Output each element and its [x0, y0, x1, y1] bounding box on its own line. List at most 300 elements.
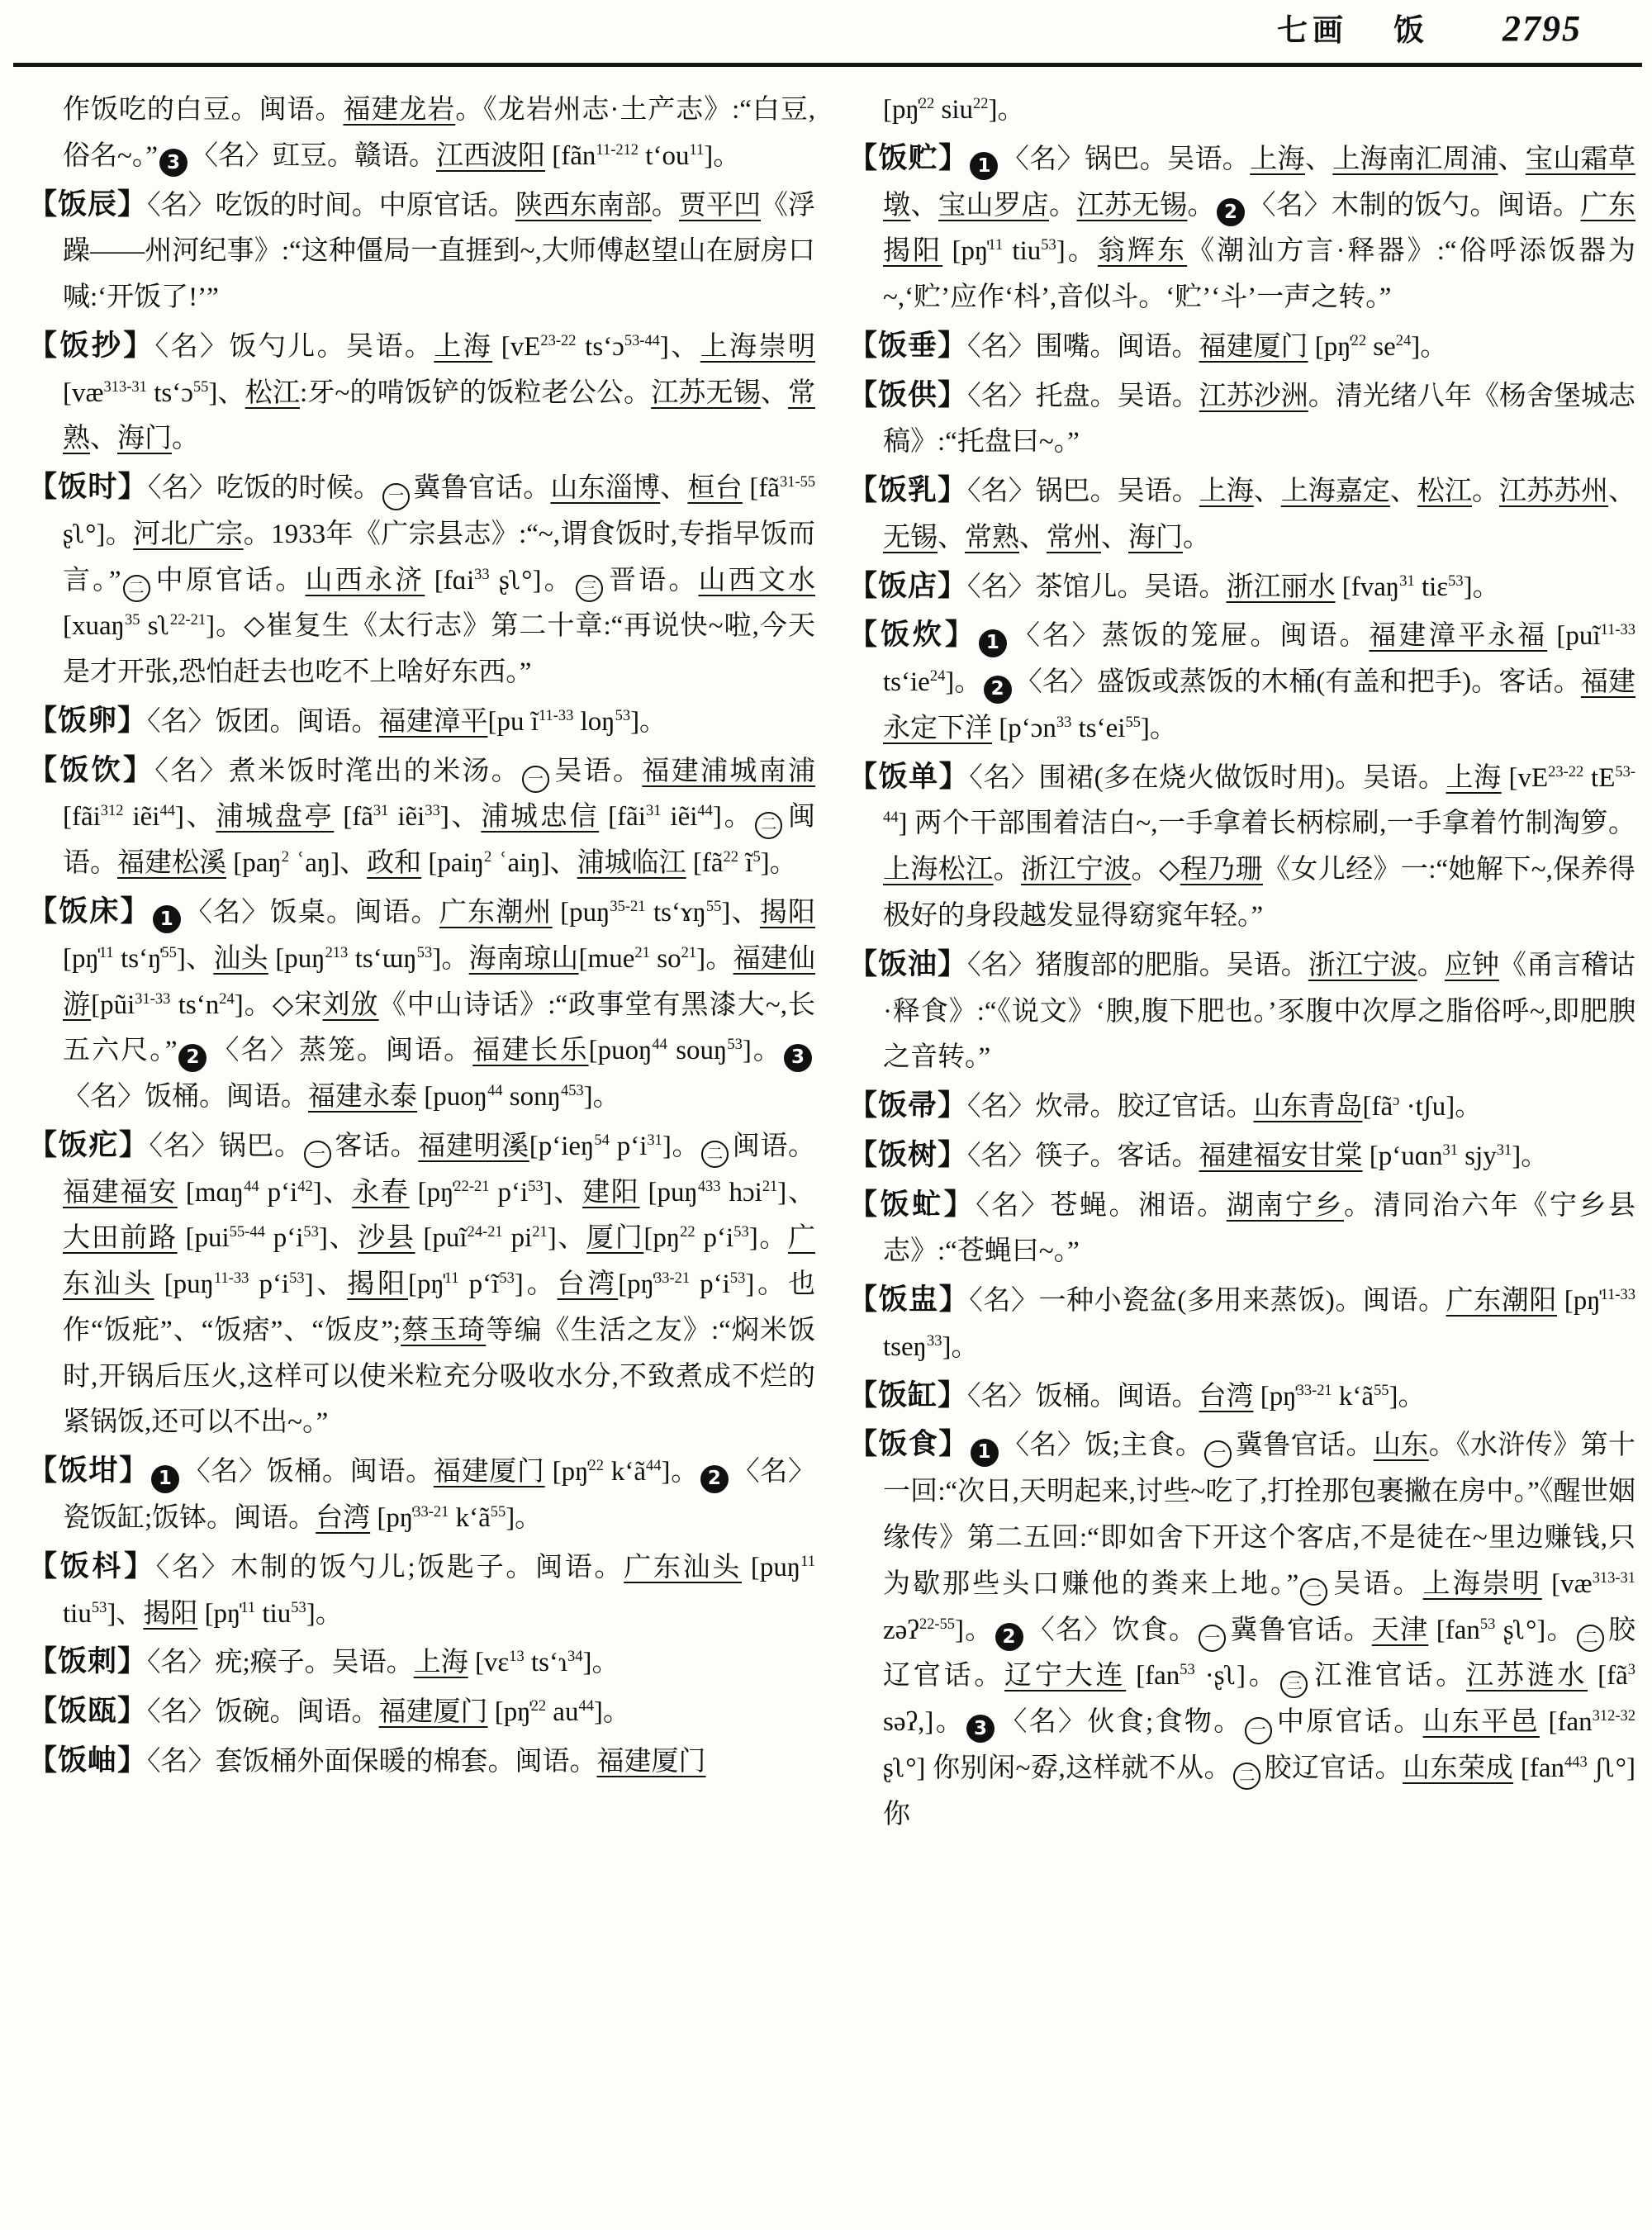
entry-text: 吴语。	[553, 756, 643, 786]
place-name: 辽宁大连	[1004, 1661, 1127, 1691]
entry-text: 〈名〉炊帚。胶辽官话。	[967, 1092, 1254, 1122]
place-name: 山东青岛	[1253, 1092, 1363, 1122]
entry-text: 〈名〉饭桌。闽语。	[183, 898, 439, 928]
entry-text: [fvaŋ$^{31}$ tiɛ$^{53}$]。	[1335, 572, 1500, 602]
entry-text: [puĩ$^{11-33}$ $ts‘ie^{24}$]。	[883, 621, 1635, 698]
entry-text: 《中山诗话》:“政事堂有黑漆大~,长五六尺。”	[63, 989, 815, 1066]
entry-text: [puoŋ$^{44}$ sonŋ$^{453}$]。	[417, 1082, 620, 1113]
entry-headword: 【饭缸】	[848, 1378, 968, 1412]
entry-text: [$fã^3$ səʔ,]。	[883, 1661, 1635, 1738]
entry-headword: 【饭坩】	[28, 1454, 150, 1487]
entry-text: [pŋ̍$^{11}$ ts‘ŋ̍$^{55}$]、	[63, 943, 214, 974]
entry-text: [pŋ̍$^{11-33}$ tseŋ$^{33}$]。	[883, 1286, 1635, 1362]
entry-text: [pui$^{55-44}$ $p‘i^{53}$]、	[177, 1223, 358, 1254]
entry-text: 。清同治六年《宁乡县志》:“苍蝇曰~。”	[883, 1190, 1635, 1267]
subsense-number: 二	[1300, 1578, 1327, 1606]
entry-headword: 【饭枓】	[28, 1549, 156, 1582]
entry-text: 〈名〉豇豆。赣语。	[191, 140, 437, 171]
entry-headword: 【饭贮】	[848, 141, 969, 174]
entry-text: 、	[910, 190, 938, 221]
entry-text: 、	[760, 377, 789, 408]
place-name: 福建长乐	[472, 1036, 589, 1066]
entry-text: 《甬言稽诂·释食》:“《说文》‘腴,腹下肥也。’豕腹中次厚之脂俗呼~,即肥腴之音转。”	[883, 950, 1635, 1073]
place-name: 宝山罗店	[938, 190, 1049, 221]
place-name: 大田前路	[63, 1223, 178, 1254]
left-column	[28, 88, 815, 2230]
subsense-number: 二	[701, 1141, 729, 1168]
sense-number: 1	[979, 629, 1007, 657]
subsense-number: 三	[576, 575, 603, 602]
entry-text: [pŋ̍$^{11}$ tiu$^{53}$]。	[197, 1598, 343, 1629]
entry-text: 、	[938, 522, 965, 553]
entry-text: 〈名〉筷子。客话。	[967, 1141, 1199, 1171]
entry-text: [fan$^{443}$ ʃʅ°]你	[883, 1753, 1635, 1829]
entry-text: 闽语。	[732, 1131, 815, 1161]
subsense-number: 三	[1280, 1671, 1308, 1698]
place-name: 浙江宁波	[1021, 855, 1132, 885]
place-name: 上海	[1446, 762, 1502, 793]
entry-text: 、	[1304, 144, 1333, 174]
dictionary-entry	[28, 746, 815, 887]
dictionary-entry	[848, 1131, 1635, 1180]
place-name: 松江	[244, 377, 300, 408]
place-name: 福建厦门	[596, 1746, 706, 1777]
dictionary-entry	[28, 321, 815, 463]
entry-text: [$fã^ɔ$ ·tʃu]。	[1362, 1092, 1483, 1122]
entry-text: [paŋ$^2$ ʿaŋ]、	[226, 848, 368, 879]
entry-headword: 【饭店】	[848, 569, 968, 602]
entry-headword: 【饭虻】	[848, 1188, 976, 1221]
dictionary-entry	[848, 940, 1635, 1081]
dictionary-entry	[28, 88, 815, 180]
entry-text: [p‘uɑn$^{31}$ sjy$^{31}$]。	[1362, 1141, 1549, 1171]
place-name: 海门	[117, 424, 172, 454]
place-name: 翁辉东	[1097, 236, 1188, 267]
place-name: 上海	[434, 331, 493, 362]
entry-headword: 【饭卵】	[28, 704, 148, 737]
entry-text: [fãi$^{312}$ iẽi$^{44}$]、	[63, 802, 216, 833]
place-name: 沙县	[358, 1223, 415, 1254]
entry-text: [fãn$^{11-212}$ $t‘ou^{11}$]。	[545, 140, 741, 171]
entry-text: 中原官话。	[1275, 1707, 1423, 1738]
dictionary-entry	[848, 371, 1635, 467]
entry-text: 。	[1417, 950, 1445, 980]
subsense-number: 一	[304, 1141, 331, 1168]
entry-text: 。	[1187, 190, 1215, 221]
sense-number: 2	[984, 676, 1012, 704]
place-name: 江西波阳	[436, 140, 546, 171]
place-name: 松江	[1417, 477, 1472, 507]
stroke-section-label: 七画	[1277, 14, 1348, 48]
entry-text: 中原官话。	[153, 565, 306, 595]
sense-number: 1	[970, 152, 998, 180]
entry-headword: 【饭油】	[848, 947, 968, 980]
sense-number: 2	[1217, 198, 1245, 226]
entry-text: [$vE^{23-22}$ $tE^{53-44}$] 两个干部围着洁白~,一手拿着长柄棕刷,一手拿着竹制淘箩。	[883, 762, 1635, 839]
dictionary-entry	[848, 134, 1635, 321]
place-name: 山西永济	[305, 565, 425, 595]
place-name: 海门	[1128, 522, 1183, 553]
entry-text: 。	[1471, 477, 1499, 507]
entry-text: 〈名〉疣;瘊子。吴语。	[147, 1648, 414, 1678]
dictionary-entry	[848, 321, 1635, 371]
entry-text: 《女儿经》一:“她解下~,保养得极好的身段越发显得窈窕年轻。”	[883, 855, 1635, 932]
place-name: 浦城忠信	[481, 802, 600, 833]
dictionary-entry	[848, 1081, 1635, 1131]
entry-text: [pŋ̍$^{33-21}$ $p‘i^{53}$]。也作“饭疪”、“饭痞”、“饭皮”;	[63, 1269, 815, 1345]
entry-text: 〈名〉猪腹部的肥脂。吴语。	[967, 950, 1308, 980]
place-name: 福建龙岩	[343, 95, 456, 125]
entry-text: [$vE^{23-22}$ ts‘ɔ$^{53-44}$]、	[492, 331, 700, 362]
dictionary-entry	[28, 1637, 815, 1687]
place-name: 上海	[413, 1648, 468, 1678]
dictionary-entry	[848, 1180, 1635, 1276]
entry-headword: 【饭食】	[848, 1428, 969, 1461]
entry-text: 、	[1389, 477, 1417, 507]
entry-text: 〈名〉饭桶。闽语。	[182, 1457, 434, 1487]
entry-headword: 【饭帚】	[848, 1089, 968, 1122]
section-character: 饭	[1393, 14, 1424, 48]
entry-text: 〈名〉饮食。	[1026, 1615, 1198, 1645]
entry-text: [puŋ$^{433}$ hɔi$^{21}$]、	[639, 1177, 815, 1208]
dictionary-entry	[28, 463, 815, 696]
entry-headword: 【饭盅】	[848, 1283, 970, 1317]
entry-text: [fɑi$^{33}$ ʂʅ°]。	[425, 565, 574, 595]
entry-text: [mue$^{21}$ $so^{21}$]。	[578, 943, 733, 974]
entry-text: [pŋ̍$^{11}$ tiu$^{53}$]。	[942, 236, 1098, 267]
place-name: 江苏苏州	[1499, 477, 1609, 507]
entry-text: [$fã^{31}$ iẽi$^{33}$]、	[334, 802, 482, 833]
entry-text: 〈名〉锅巴。吴语。	[1001, 144, 1251, 174]
right-column	[848, 88, 1635, 2230]
place-name: 江苏无锡	[1076, 190, 1188, 221]
entry-text: 、	[1101, 522, 1128, 553]
entry-text: 、	[1498, 144, 1526, 174]
entry-headword: 【饭时】	[28, 471, 148, 504]
entry-text: 〈名〉饭团。闽语。	[147, 706, 379, 737]
page-number: 2795	[1502, 8, 1582, 49]
entry-headword: 【饭疕】	[28, 1128, 150, 1161]
page-header	[0, 5, 1652, 58]
place-name: 浙江宁波	[1308, 950, 1417, 980]
place-name: 福建浦城南浦	[642, 756, 815, 786]
entry-text: [fan$^{312-32}$ ʂʅ°] 你别闲~孬,这样就不从。	[883, 1707, 1635, 1783]
entry-text: [puŋ$^{11-33}$ $p‘i^{53}$]、	[154, 1269, 348, 1300]
dictionary-entry	[28, 1446, 815, 1542]
entry-text: 胶辽官话。	[883, 1615, 1635, 1691]
place-name: 广东潮阳	[1446, 1286, 1557, 1317]
place-name: 海南琼山	[468, 943, 579, 974]
place-name: 常熟	[965, 522, 1019, 553]
place-name: 山西文水	[698, 565, 815, 595]
dictionary-entry	[28, 1542, 815, 1638]
place-name: 台湾	[316, 1502, 371, 1533]
entry-headword: 【饭单】	[848, 760, 970, 793]
place-name: 应钟	[1444, 950, 1499, 980]
entry-text: 、	[660, 473, 688, 504]
entry-text: [vɛ$^{13}$ ts‘ɿ$^{34}$]。	[468, 1648, 620, 1678]
entry-text: 〈名〉套饭桶外面保暖的棉套。闽语。	[147, 1746, 597, 1777]
entry-headword: 【饭岫】	[28, 1744, 148, 1777]
entry-text: 。清光绪八年《杨舍堡城志稿》:“托盘曰~。”	[883, 381, 1635, 458]
place-name: 福建厦门	[433, 1457, 545, 1487]
entry-text: 冀鲁官话。	[413, 473, 551, 504]
place-name: 陕西东南部	[515, 190, 652, 221]
entry-headword: 【饭供】	[848, 378, 968, 411]
entry-text: [pŋ̍$^{33-21}$ $k‘ã^{55}$]。	[370, 1502, 543, 1533]
entry-text: 等编《生活之友》:“焖米饭时,开锅后压火,这样可以使米粒充分吸收水分,不致煮成不烂的紧锅饭,还可以不出~。”	[63, 1315, 815, 1438]
subsense-number: 一	[1204, 1440, 1232, 1468]
subsense-number: 二	[1233, 1763, 1260, 1790]
entry-text: [pŋ̍$^{33-21}$ $k‘ã^{55}$]。	[1253, 1381, 1426, 1412]
entry-text: 、	[90, 424, 117, 454]
entry-text: 江淮官话。	[1311, 1661, 1467, 1691]
entry-text: :牙~的啃饭铲的饭粒老公公。	[300, 377, 652, 408]
dictionary-entry	[848, 1275, 1635, 1371]
entry-text: 〈名〉蒸饭的笼屉。闽语。	[1009, 621, 1370, 652]
place-name: 福建漳平永福	[1369, 621, 1548, 652]
entry-text: 〈名〉托盘。吴语。	[967, 381, 1199, 411]
entry-text: [$væ^{313-31}$ ts‘ɔ$^{55}$]、	[63, 377, 245, 408]
entry-text: 、	[1608, 477, 1635, 507]
place-name: 永春	[352, 1177, 410, 1208]
dictionary-entry	[848, 562, 1635, 611]
entry-text: 〈名〉围嘴。闽语。	[967, 331, 1199, 362]
place-name: 浦城临江	[577, 848, 686, 879]
place-name: 山东荣成	[1403, 1753, 1514, 1783]
entry-text: [pŋ̍$^{22}$ siu$^{22}$]。	[883, 95, 1025, 125]
place-name: 宝山霜草墩	[883, 144, 1635, 221]
subsense-number: 二	[123, 575, 150, 602]
dictionary-entry	[28, 180, 815, 321]
entry-text: 〈名〉木制的饭勺。闽语。	[1248, 190, 1581, 221]
subsense-number: 二	[1577, 1625, 1604, 1652]
entry-text: [p‘ieŋ$^{54}$ $p‘i^{31}$]。	[529, 1131, 700, 1161]
entry-text: [puŋ$^{35-21}$ ts‘ɤŋ$^{55}$]、	[552, 898, 760, 928]
entry-headword: 【饭炊】	[848, 619, 977, 652]
place-name: 广东揭阳	[883, 190, 1635, 267]
place-name: 上海崇明	[700, 331, 815, 362]
entry-text: [$væ^{313-31}$ zəʔ$^{22-55}$]。	[883, 1568, 1635, 1645]
place-name: 上海松江	[883, 855, 994, 885]
place-name: 山东	[1373, 1431, 1429, 1461]
entry-text: 〈名〉锅巴。	[149, 1131, 302, 1161]
entry-text: 〈名〉吃饭的时间。中原官话。	[147, 190, 515, 221]
entry-text: 〈名〉伙食;食物。	[998, 1707, 1243, 1738]
entry-text: [puŋ$^{11}$ tiu$^{53}$]、	[63, 1552, 815, 1629]
entry-text: 。	[651, 190, 679, 221]
entry-text: [mɑŋ$^{44}$ $p‘i^{42}$]、	[177, 1177, 353, 1208]
place-name: 浙江丽水	[1226, 572, 1336, 602]
sense-number: 3	[966, 1715, 995, 1743]
place-name: 广东汕头	[624, 1552, 742, 1582]
entry-text: 。	[1049, 190, 1077, 221]
entry-text: [pŋ̍$^{22}$ $se^{24}$]。	[1308, 331, 1448, 362]
dictionary-entry	[28, 1687, 815, 1736]
entry-text: 。《龙岩州志·土产志》:“白豆,俗名~。”	[63, 95, 815, 171]
entry-text: 。	[172, 424, 199, 454]
place-name: 湖南宁乡	[1226, 1190, 1344, 1221]
entry-text: 客话。	[334, 1131, 419, 1161]
sense-number: 1	[153, 905, 181, 933]
sense-number: 2	[700, 1465, 729, 1493]
place-name: 台湾	[557, 1269, 619, 1300]
entry-headword: 【饭瓯】	[28, 1695, 148, 1728]
place-name: 广东潮州	[439, 898, 553, 928]
entry-text: 。	[993, 855, 1021, 885]
entry-text: 〈名〉木制的饭勺儿;饭匙子。闽语。	[155, 1552, 624, 1582]
place-name: 福建永定下洋	[883, 667, 1635, 743]
dictionary-entry	[848, 1371, 1635, 1421]
subsense-number: 一	[382, 483, 410, 510]
place-name: 揭阳	[759, 898, 815, 928]
entry-text: [pŋ̍$^{22-21}$ $p‘i^{53}$]、	[409, 1177, 583, 1208]
place-name: 山东淄博	[550, 473, 661, 504]
entry-text: 〈名〉锅巴。吴语。	[967, 477, 1199, 507]
dictionary-entry	[28, 1121, 815, 1446]
dictionary-entry	[848, 752, 1635, 940]
sense-number: 3	[784, 1044, 812, 1072]
place-name: 揭阳	[347, 1269, 408, 1300]
entry-text: 〈名〉一种小瓷盆(多用来蒸饭)。闽语。	[969, 1286, 1446, 1317]
text-columns	[0, 79, 1652, 2230]
entry-text: 〈名〉饭;主食。	[1001, 1431, 1203, 1461]
entry-text: 。1933年《广宗县志》:“~,谓食饭时,专指早饭而言。”	[63, 519, 815, 595]
entry-text: [puoŋ$^{44}$ souŋ$^{53}$]。	[588, 1036, 782, 1066]
entry-text: [fãi$^{31}$ iẽi$^{44}$]。	[599, 802, 754, 833]
dictionary-entry	[28, 696, 815, 746]
entry-text: 冀鲁官话。	[1229, 1615, 1372, 1645]
entry-text: [pŋ̍$^{22}$ $k‘ã^{44}$]。	[544, 1457, 699, 1487]
entry-text: 。	[1183, 522, 1210, 553]
place-name: 福建福安	[63, 1177, 178, 1208]
entry-headword: 【饭床】	[28, 895, 151, 928]
place-name: 江苏无锡	[651, 377, 761, 408]
entry-text: [pũi$^{31-33}$ $ts‘n^{24}$]。◇宋	[91, 989, 323, 1020]
place-name: 台湾	[1199, 1381, 1254, 1412]
entry-text: [puĩ$^{24-21}$ $pi^{21}$]、	[415, 1223, 587, 1254]
entry-text: 〈名〉饭桶。闽语。	[63, 1082, 308, 1113]
entry-text: [fan$^{53}$ ʂʅ°]。	[1428, 1615, 1575, 1645]
entry-text: [$fã^{22}$ $ĩ^5$]。	[686, 848, 797, 879]
place-name: 江苏沙洲	[1199, 381, 1308, 411]
place-name: 福建松溪	[117, 848, 226, 879]
place-name: 河北广宗	[133, 519, 244, 549]
entry-text: [puŋ$^{213}$ ts‘ɯŋ$^{53}$]。	[268, 943, 469, 974]
entry-text: 、	[1019, 522, 1047, 553]
entry-text: 。《水浒传》第十一回:“次日,天明起来,讨些~吃了,打拴那包裹撇在房中。”《醒世姻缘传》第二五回:“即如舍下开这个客店,不是徒在~里边赚钱,只为歇那些头口赚他的粪来上地。”	[883, 1431, 1635, 1599]
place-name: 福建仙游	[63, 943, 815, 1020]
subsense-number: 一	[1245, 1717, 1272, 1744]
entry-headword: 【饭树】	[848, 1138, 968, 1171]
entry-text: 胶辽官话。	[1264, 1753, 1403, 1783]
entry-headword: 【饭刺】	[28, 1645, 148, 1678]
sense-number: 2	[995, 1623, 1023, 1651]
entry-headword: 【饭垂】	[848, 329, 968, 362]
place-name: 上海南汇周浦	[1332, 144, 1498, 174]
entry-headword: 【饭辰】	[28, 187, 148, 221]
entry-text: 《潮汕方言·释器》:“俗呼添饭器为~,‘贮’应作‘枓’,音似斗。‘贮’‘斗’一声之转。”	[883, 236, 1635, 313]
place-name: 建阳	[582, 1177, 640, 1208]
entry-text: 《浮躁——州河纪事》:“这种僵局一直捱到~,大师傅赵望山在厨房口喊:‘开饭了!’”	[63, 190, 815, 313]
entry-text: 〈名〉蒸笼。闽语。	[210, 1036, 473, 1066]
place-name: 福建厦门	[378, 1697, 488, 1728]
dictionary-entry	[848, 1420, 1635, 1838]
entry-text: 〈名〉瓷饭缸;饭钵。闽语。	[63, 1457, 815, 1533]
entry-text: 〈名〉饭勺儿。吴语。	[154, 331, 434, 362]
entry-headword: 【饭乳】	[848, 474, 968, 507]
place-name: 福建漳平	[378, 706, 488, 737]
header-divider	[13, 63, 1642, 67]
entry-text: 、	[1253, 477, 1281, 507]
sense-number: 3	[159, 149, 188, 177]
place-name: 天津	[1371, 1615, 1429, 1645]
entry-text: [$fã^{31-55}$ ʂʅ°]。	[63, 473, 815, 549]
place-name: 汕头	[213, 943, 268, 974]
place-name: 贾平凹	[678, 190, 762, 221]
dictionary-entry	[28, 887, 815, 1121]
dictionary-entry	[848, 466, 1635, 562]
dictionary-entry	[848, 610, 1635, 752]
place-name: 程乃珊	[1180, 855, 1263, 885]
place-name: 桓台	[687, 473, 743, 504]
entry-text: 闽语。	[63, 802, 815, 879]
place-name: 常州	[1047, 522, 1101, 553]
entry-text: 晋语。	[605, 565, 699, 595]
entry-text: 吴语。	[1331, 1568, 1423, 1599]
entry-text: 冀鲁官话。	[1235, 1431, 1374, 1461]
place-name: 常熟	[63, 377, 815, 454]
place-name: 福建厦门	[1199, 331, 1308, 362]
dictionary-entry	[848, 88, 1635, 134]
entry-text: 〈名〉苍蝇。湘语。	[976, 1190, 1227, 1221]
entry-text: 〈名〉吃饭的时候。	[147, 473, 382, 504]
entry-text: [p‘ɔn$^{33}$ $ts‘ei^{55}$]。	[992, 713, 1177, 743]
place-name: 山东平邑	[1422, 1707, 1540, 1738]
subsense-number: 一	[1199, 1625, 1226, 1652]
sense-number: 2	[178, 1044, 206, 1072]
place-name: 上海崇明	[1422, 1568, 1542, 1599]
place-name: 上海	[1199, 477, 1254, 507]
entry-text: [$pŋ^{22}$ $p‘i^{53}$]。	[643, 1223, 788, 1254]
entry-text: 。◇	[1131, 855, 1180, 885]
entry-headword: 【饭饮】	[28, 753, 155, 786]
place-name: 揭阳	[143, 1598, 198, 1629]
place-name: 厦门	[586, 1223, 644, 1254]
entry-text: 〈名〉饭桶。闽语。	[967, 1381, 1199, 1412]
place-name: 刘攽	[322, 989, 379, 1020]
subsense-number: 二	[755, 812, 782, 839]
entry-text: [pŋ̍$^{22}$ $au^{44}$]。	[487, 1697, 630, 1728]
entry-text: 〈名〉饭碗。闽语。	[147, 1697, 379, 1728]
entry-text: [xuaŋ$^{35}$ sʅ$^{22-21}$]。◇崔复生《太行志》第二十章:“再说快~啦,今天是才开张,恐怕赶去也吃不上啥好东西。”	[63, 611, 815, 688]
place-name: 广东汕头	[63, 1223, 815, 1300]
place-name: 福建福安甘棠	[1199, 1141, 1363, 1171]
place-name: 蔡玉琦	[401, 1315, 487, 1345]
entry-text: 〈名〉围裙(多在烧火做饭时用)。吴语。	[969, 762, 1446, 793]
entry-text: [pu $ĩ^{11-33}$ loŋ$^{53}$]。	[487, 706, 667, 737]
place-name: 浦城盘亭	[216, 802, 335, 833]
place-name: 福建明溪	[418, 1131, 529, 1161]
subsense-number: 一	[522, 766, 549, 793]
place-name: 上海嘉定	[1280, 477, 1390, 507]
place-name: 无锡	[883, 522, 938, 553]
dictionary-entry	[28, 1736, 815, 1786]
entry-text: 〈名〉煮米饭时滗出的米汤。	[154, 756, 521, 786]
sense-number: 1	[971, 1439, 999, 1467]
entry-text: [fan$^{53}$ ·ʂʅ]。	[1126, 1661, 1279, 1691]
place-name: 江苏涟水	[1466, 1661, 1588, 1691]
